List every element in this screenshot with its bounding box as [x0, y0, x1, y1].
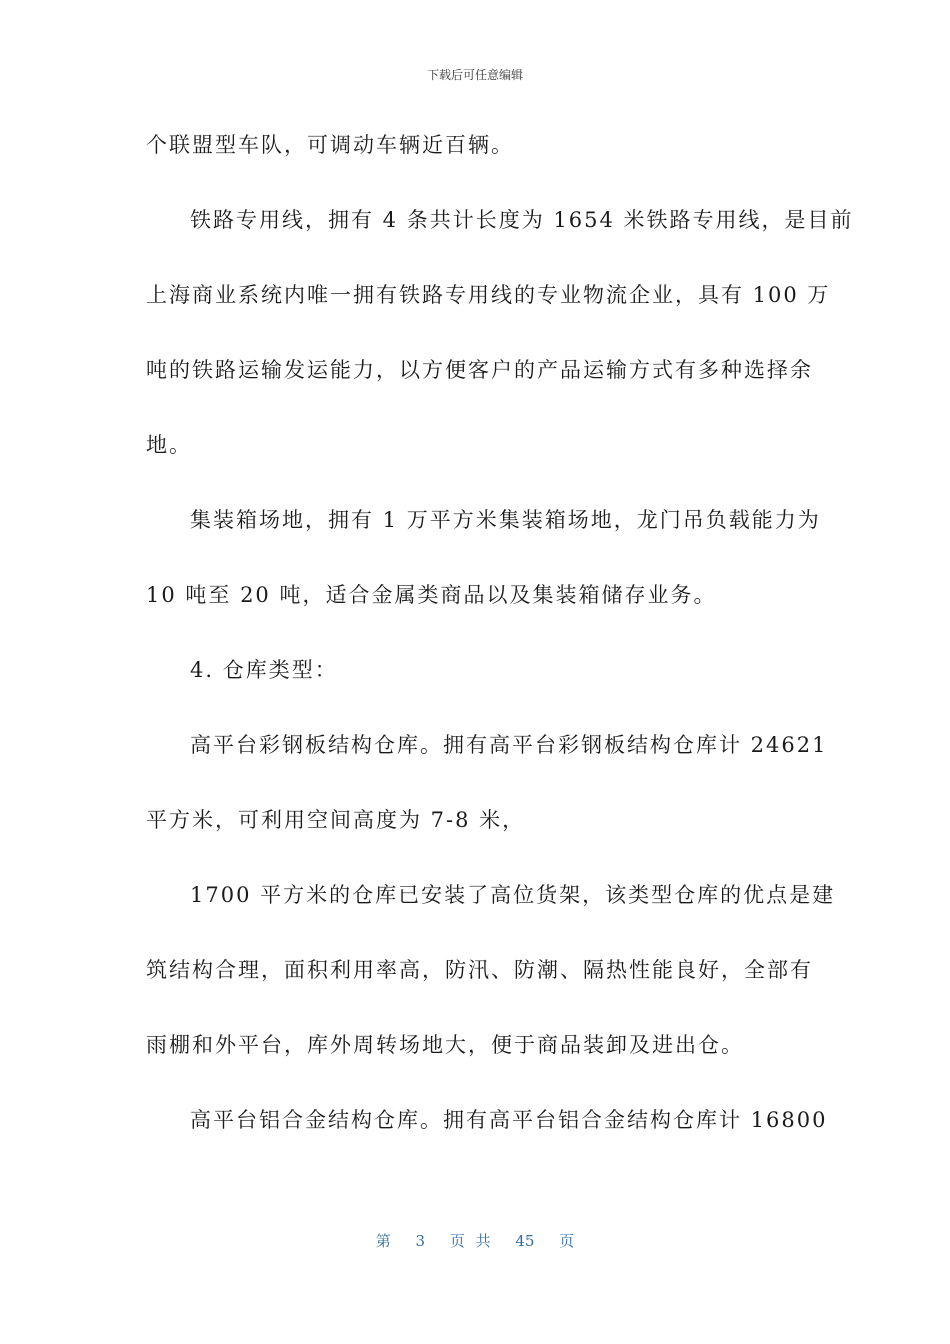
- paragraph-line: 平方米，可利用空间高度为 7-8 米，: [146, 808, 526, 832]
- paragraph-line: 10 吨至 20 吨，适合金属类商品以及集装箱储存业务。: [146, 583, 717, 607]
- paragraph-line: 1700 平方米的仓库已安装了高位货架，该类型仓库的优点是建: [190, 883, 836, 907]
- section-heading: 4. 仓库类型：: [190, 658, 338, 682]
- paragraph-line: 筑结构合理，面积利用率高，防汛、防潮、隔热性能良好，全部有: [146, 958, 813, 982]
- paragraph-line: 上海商业系统内唯一拥有铁路专用线的专业物流企业，具有 100 万: [146, 283, 831, 307]
- page-label-mid: 页 共: [449, 1232, 491, 1250]
- paragraph-line: 个联盟型车队，可调动车辆近百辆。: [146, 133, 514, 157]
- paragraph-line: 吨的铁路运输发运能力，以方便客户的产品运输方式有多种选择余: [146, 358, 813, 382]
- paragraph-line: 雨棚和外平台，库外周转场地大，便于商品装卸及进出仓。: [146, 1033, 744, 1057]
- paragraph-line: 高平台铝合金结构仓库。拥有高平台铝合金结构仓库计 16800: [190, 1108, 828, 1132]
- paragraph-line: 地。: [146, 433, 192, 457]
- page-number: 3: [415, 1232, 426, 1250]
- paragraph-line: 集装箱场地，拥有 1 万平方米集装箱场地，龙门吊负载能力为: [190, 508, 821, 532]
- document-body: [146, 126, 854, 1176]
- total-pages: 45: [515, 1232, 535, 1250]
- page-header: 下载后可任意编辑: [426, 68, 523, 82]
- page-label-prefix: 第: [375, 1232, 391, 1250]
- page-footer: [0, 1230, 950, 1251]
- paragraph-line: 高平台彩钢板结构仓库。拥有高平台彩钢板结构仓库计 24621: [190, 733, 828, 757]
- page-label-suffix: 页: [559, 1232, 575, 1250]
- paragraph-line: 铁路专用线，拥有 4 条共计长度为 1654 米铁路专用线，是目前: [190, 208, 854, 232]
